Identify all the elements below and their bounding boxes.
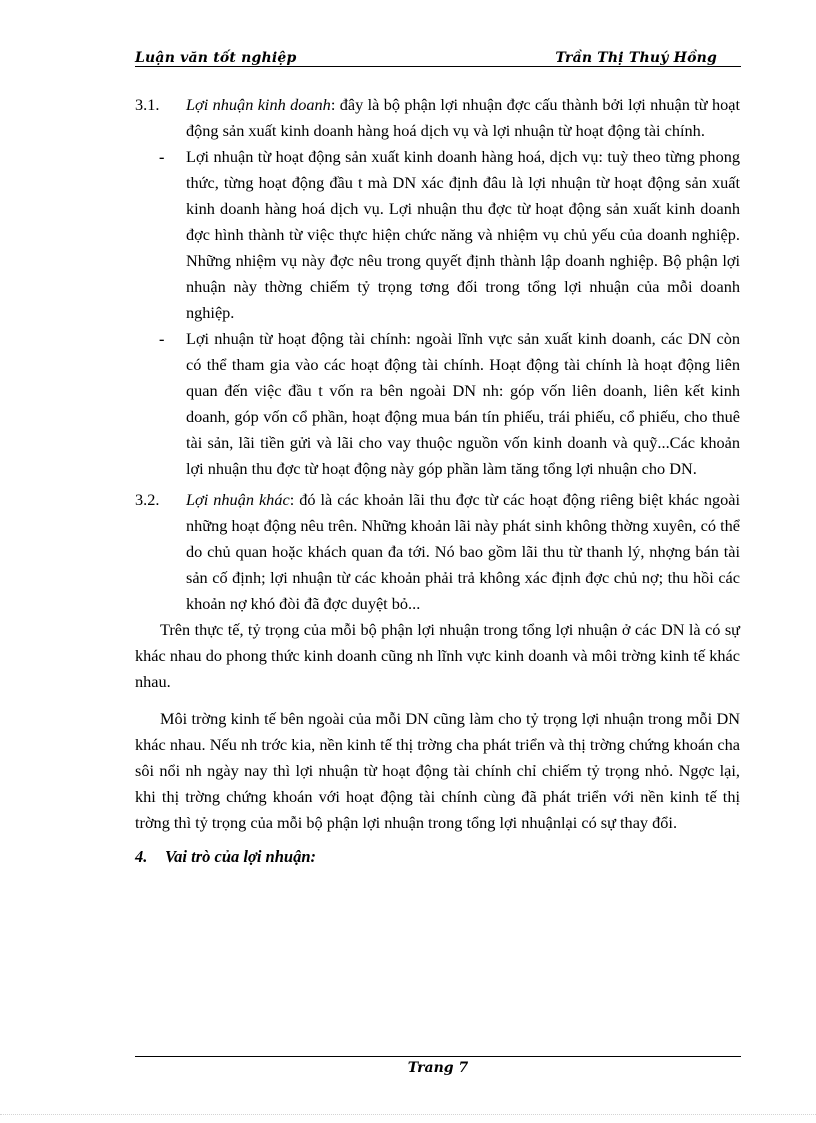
section-title: Lợi nhuận khác: [186, 490, 290, 509]
bullet-text: Lợi nhuận từ hoạt động tài chính: ngoài lĩnh vực sản xuất kinh doanh, các DN còn có thể tham gia vào các hoạt động tài chính. Hoạt động tài chính là hoạt động liên quan đến việc đầu t vốn ra bên ngoài DN nh: góp vốn liên doanh, liên kết kinh doanh, góp vốn cổ phần, hoạt động mua bán tín phiếu, trái phiếu, cổ phiếu, cho thuê tài sản, lãi tiền gửi và lãi cho vay thuộc nguồn vốn kinh doanh và quỹ...Các khoản lợi nhuận thu đợc từ hoạt động này góp phần làm tăng tổng lợi nhuận cho DN.: [186, 329, 740, 478]
bullet-dash: -: [159, 147, 165, 166]
footer-rule: [135, 1056, 741, 1057]
page-number: Trang 7: [407, 1060, 469, 1076]
section-number: 3.1.: [135, 95, 160, 114]
header-title: Luận văn tốt nghiệp: [135, 50, 297, 66]
page-edge: [0, 1114, 816, 1115]
section-text: : đây là bộ phận lợi nhuận đợc cấu thành bởi lợi nhuận từ hoạt động sản xuất kinh doanh hàng hoá dịch vụ và lợi nhuận từ hoạt động tài chính.: [186, 95, 741, 140]
bullet-item: [135, 144, 740, 326]
bullet-dash: -: [159, 329, 165, 348]
page-header: [135, 44, 741, 67]
section-3-2: [135, 487, 740, 617]
paragraph: Môi trờng kinh tế bên ngoài của mỗi DN cũng làm cho tỷ trọng lợi nhuận trong mỗi DN khác nhau. Nếu nh trớc kia, nền kinh tế thị trờng cha phát triển và thị trờng chứng khoán cha sôi nổi nh ngày nay thì lợi nhuận từ hoạt động tài chính chỉ chiếm tỷ trọng nhỏ. Ngợc lại, khi thị trờng chứng khoán với hoạt động tài chính cùng đã phát triển với nền kinh tế thị trờng thì tỷ trọng của mỗi bộ phận lợi nhuận trong tổng lợi nhuậnlại có sự thay đổi.: [135, 709, 740, 832]
section-title: Vai trò của lợi nhuận:: [165, 847, 316, 866]
bullet-item: [135, 326, 740, 482]
section-4-heading: [135, 844, 740, 870]
document-body: [135, 92, 740, 870]
header-author: Trần Thị Thuý Hồng: [555, 50, 717, 66]
paragraph: Trên thực tế, tỷ trọng của mỗi bộ phận lợi nhuận trong tổng lợi nhuận ở các DN là có sự khác nhau do phong thức kinh doanh cũng nh lĩnh vực kinh doanh và môi trờng kinh tế khác nhau.: [135, 620, 740, 691]
section-number: 3.2.: [135, 490, 160, 509]
bullet-text: Lợi nhuận từ hoạt động sản xuất kinh doanh hàng hoá, dịch vụ: tuỳ theo từng phong thức, từng hoạt động đầu t mà DN xác định đâu là lợi nhuận từ hoạt động sản xuất kinh doanh hàng hoá dịch vụ. Lợi nhuận thu đợc từ hoạt động sản xuất kinh doanh đợc hình thành từ việc thực hiện chức năng và nhiệm vụ chủ yếu của doanh nghiệp. Những nhiệm vụ này đợc nêu trong quyết định thành lập doanh nghiệp. Bộ phận lợi nhuận này thờng chiếm tỷ trọng tơng đối trong tổng lợi nhuận của mỗi doanh nghiệp.: [186, 147, 740, 322]
section-text: : đó là các khoản lãi thu đợc từ các hoạt động riêng biệt khác ngoài những hoạt động nêu trên. Những khoản lãi này phát sinh không thờng xuyên, có thể do chủ quan hoặc khách quan đa tới. Nó bao gồm lãi thu từ thanh lý, nhợng bán tài sản cố định; lợi nhuận từ các khoản phải trả không xác định đợc chủ nợ; thu hồi các khoản nợ khó đòi đã đợc duyệt bỏ...: [186, 490, 740, 613]
section-number: 4.: [135, 847, 148, 866]
section-3-1: [135, 92, 740, 144]
section-title: Lợi nhuận kinh doanh: [186, 95, 331, 114]
